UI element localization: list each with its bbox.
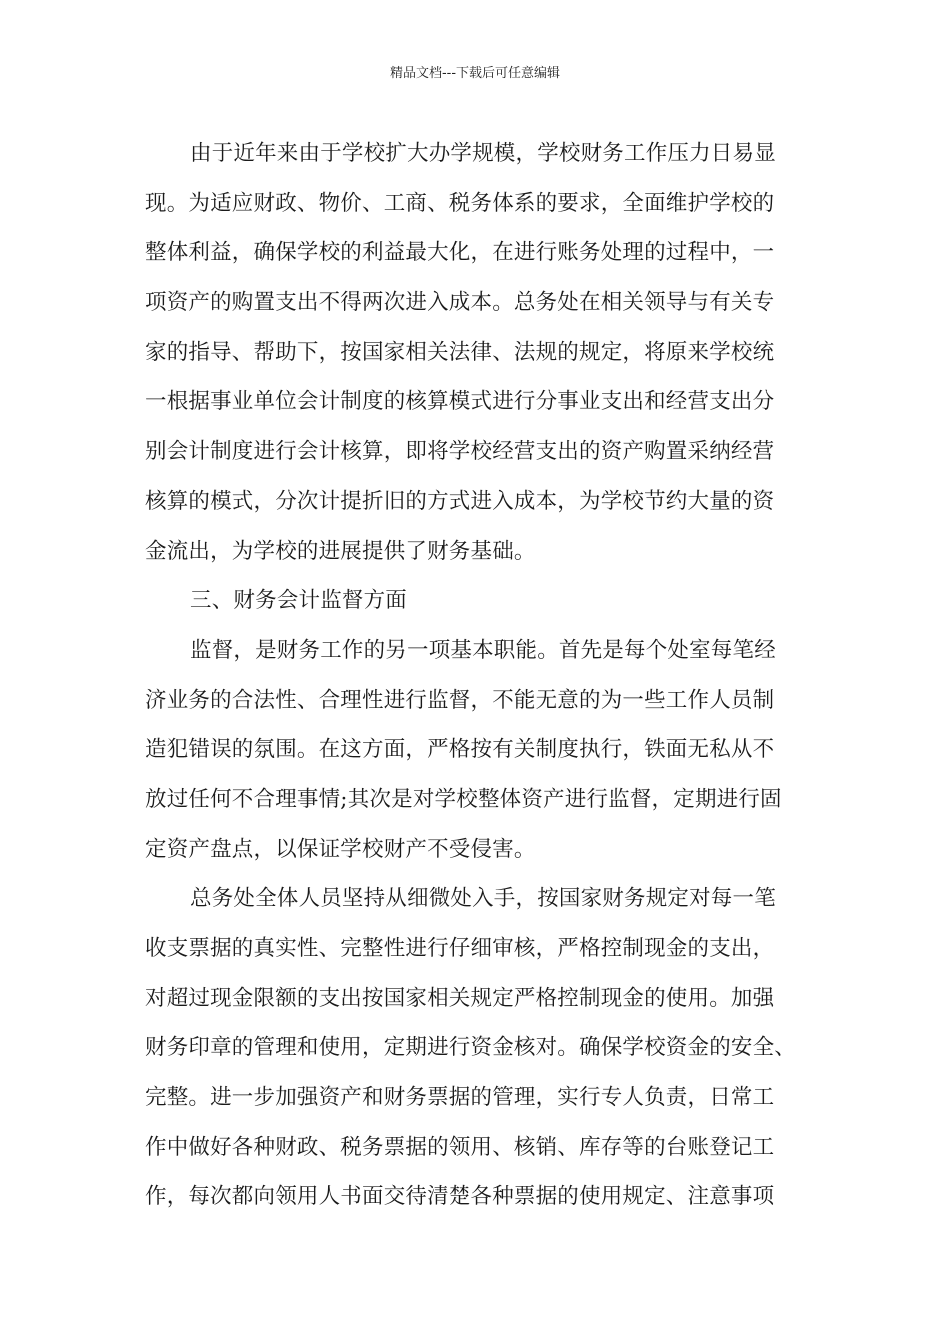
- text-line: 监督，是财务工作的另一项基本职能。首先是每个处室每笔经: [190, 637, 776, 663]
- text-line: 金流出，为学校的进展提供了财务基础。: [145, 538, 536, 564]
- text-line: 完整。进一步加强资产和财务票据的管理，实行专人负责，日常工: [145, 1085, 775, 1111]
- text-line: 别会计制度进行会计核算，即将学校经营支出的资产购置采纳经营: [145, 439, 775, 465]
- text-line: 现。为适应财政、物价、工商、税务体系的要求，全面维护学校的: [145, 190, 775, 216]
- page-header: 精品文档---下载后可任意编辑: [389, 66, 561, 81]
- document-body: [145, 129, 835, 1222]
- text-line: 造犯错误的氛围。在这方面，严格按有关制度执行，铁面无私从不: [145, 737, 775, 763]
- text-line: 作，每次都向领用人书面交待清楚各种票据的使用规定、注意事项: [145, 1184, 775, 1210]
- text-line: 放过任何不合理事情;其次是对学校整体资产进行监督，定期进行固: [145, 786, 782, 812]
- text-line: 济业务的合法性、合理性进行监督，不能无意的为一些工作人员制: [145, 687, 775, 713]
- text-line: 财务印章的管理和使用，定期进行资金核对。确保学校资金的安全、: [145, 1035, 797, 1061]
- text-line: 一根据事业单位会计制度的核算模式进行分事业支出和经营支出分: [145, 389, 775, 415]
- text-line: 总务处全体人员坚持从细微处入手，按国家财务规定对每一笔: [190, 886, 776, 912]
- text-line: 收支票据的真实性、完整性进行仔细审核，严格控制现金的支出，: [145, 936, 775, 961]
- text-line: 家的指导、帮助下，按国家相关法律、法规的规定，将原来学校统: [145, 339, 775, 365]
- text-line: 对超过现金限额的支出按国家相关规定严格控制现金的使用。加强: [145, 985, 775, 1011]
- text-line: 整体利益，确保学校的利益最大化，在进行账务处理的过程中，一: [145, 240, 775, 266]
- text-line: 作中做好各种财政、税务票据的领用、核销、库存等的台账登记工: [145, 1134, 775, 1160]
- section-heading: 三、财务会计监督方面: [190, 588, 408, 614]
- text-line: 由于近年来由于学校扩大办学规模，学校财务工作压力日易显: [190, 141, 776, 166]
- text-line: 核算的模式，分次计提折旧的方式进入成本，为学校节约大量的资: [145, 488, 775, 514]
- text-line: 定资产盘点，以保证学校财产不受侵害。: [145, 836, 536, 862]
- text-line: 项资产的购置支出不得两次进入成本。总务处在相关领导与有关专: [145, 290, 775, 316]
